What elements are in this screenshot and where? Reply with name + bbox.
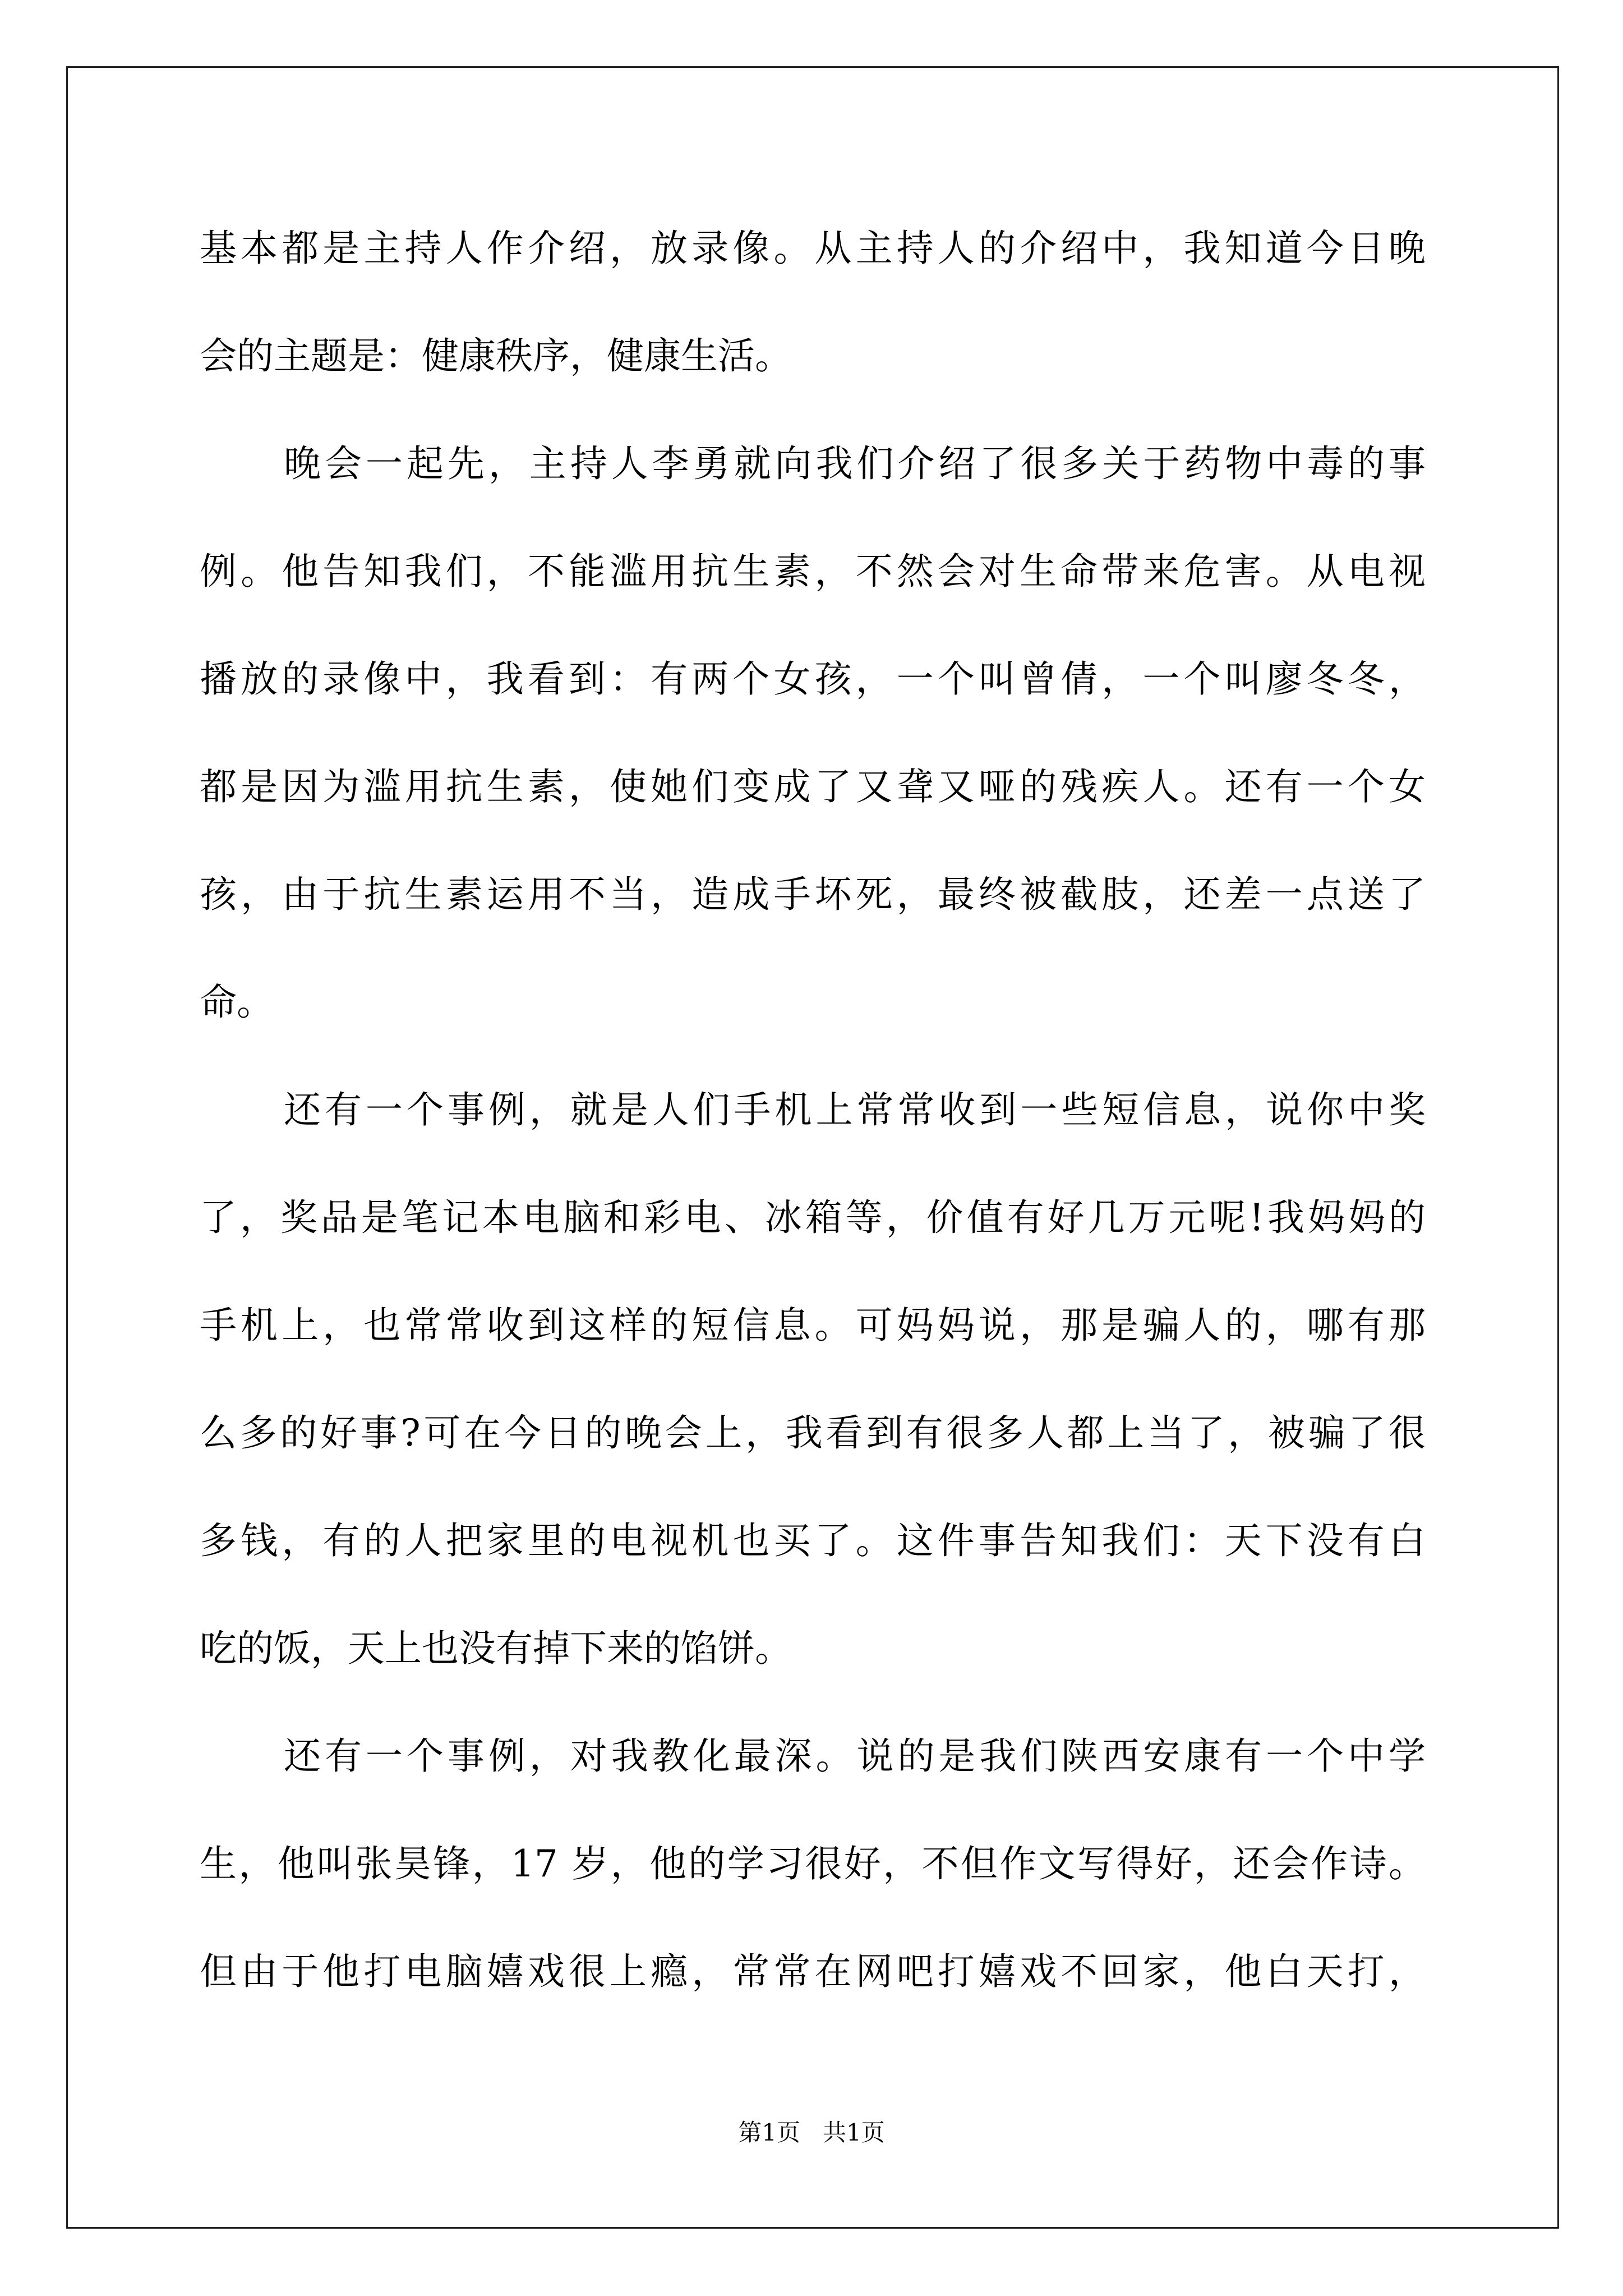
text-line: 么多的好事?可在今日的晚会上，我看到有很多人都上当了，被骗了很 [200, 1411, 1426, 1455]
text-line: 生，他叫张昊锋，17 岁，他的学习很好，不但作文写得好，还会作诗。 [200, 1842, 1426, 1885]
text-line: 命。 [200, 981, 274, 1024]
page-number-footer: 第1页 共1页 [738, 2119, 885, 2146]
paragraph-first-line: 晚会一起先，主持人李勇就向我们介绍了很多关于药物中毒的事 [284, 442, 1426, 485]
text-line: 但由于他打电脑嬉戏很上瘾，常常在网吧打嬉戏不回家，他白天打， [200, 1950, 1426, 1993]
text-line: 多钱，有的人把家里的电视机也买了。这件事告知我们：天下没有白 [200, 1519, 1426, 1562]
text-line: 孩，由于抗生素运用不当，造成手坏死，最终被截肢，还差一点送了 [200, 873, 1426, 916]
text-line: 会的主题是：健康秩序，健康生活。 [200, 334, 792, 378]
text-line: 了，奖品是笔记本电脑和彩电、冰箱等，价值有好几万元呢!我妈妈的 [200, 1196, 1426, 1239]
page-border [66, 66, 1559, 2229]
text-line: 手机上，也常常收到这样的短信息。可妈妈说，那是骗人的，哪有那 [200, 1304, 1426, 1347]
paragraph-first-line: 还有一个事例，就是人们手机上常常收到一些短信息，说你中奖 [284, 1088, 1426, 1131]
text-line: 播放的录像中，我看到：有两个女孩，一个叫曾倩，一个叫廖冬冬， [200, 657, 1426, 701]
text-line: 例。他告知我们，不能滥用抗生素，不然会对生命带来危害。从电视 [200, 550, 1426, 593]
text-line: 吃的饭，天上也没有掉下来的馅饼。 [200, 1627, 792, 1670]
paragraph-first-line: 还有一个事例，对我教化最深。说的是我们陕西安康有一个中学 [284, 1734, 1426, 1778]
text-line: 基本都是主持人作介绍，放录像。从主持人的介绍中，我知道今日晚 [200, 227, 1426, 270]
text-line: 都是因为滥用抗生素，使她们变成了又聋又哑的残疾人。还有一个女 [200, 765, 1426, 808]
